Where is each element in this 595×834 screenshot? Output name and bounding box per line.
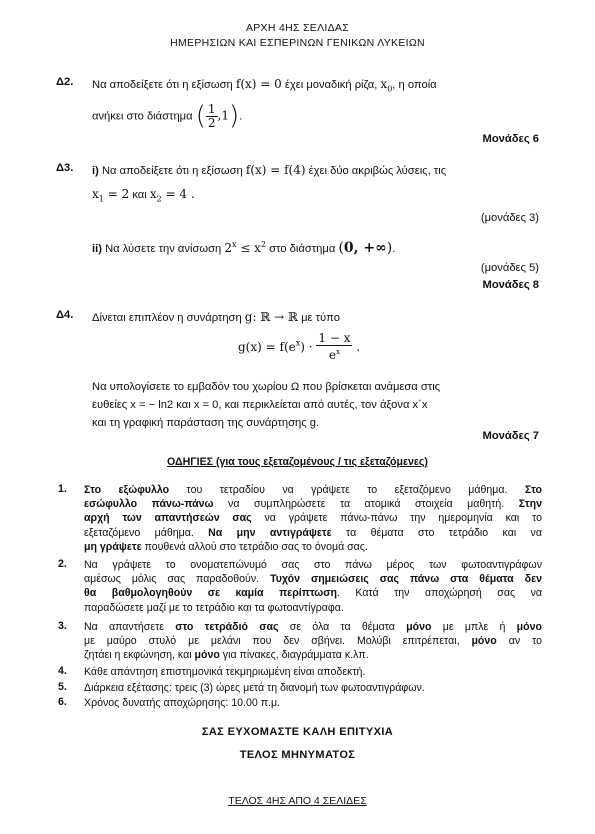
instruction-line: Στο εξώφυλλο του τετραδίου να γράψετε το εξεταζόμενο μάθημα. Στο (84, 484, 542, 496)
instruction-line: αμέσως μόλις σας παραδοθούν. Τυχόν σημειώσεις σας πάνω στα θέματα δεν (84, 573, 543, 586)
instruction-item (84, 665, 542, 679)
d2-x0: $x_0$ (380, 77, 393, 94)
question-d2-label: Δ2. (56, 76, 74, 88)
instruction-line: Κάθε απάντηση επιστημονικά τεκμηριωμένη είναι αποδεκτή. (84, 666, 366, 678)
instruction-line: εξεταζόμενο μάθημα. Να μην αντιγράψετε τα θέματα στο τετράδιο και να (84, 526, 542, 539)
d4-function: g: ℝ → ℝ (244, 310, 298, 324)
instruction-item (84, 620, 542, 663)
d4-para-line2: ευθείες x = − ln2 και x = 0, και περικλείεται από αυτές, τον άξονα x΄x (92, 399, 428, 411)
d4-para-line1: Να υπολογίσετε το εμβαδόν του χωρίου Ω που βρίσκεται ανάμεσα στις (92, 381, 441, 393)
instruction-item (84, 558, 542, 615)
instruction-item (84, 483, 542, 554)
d2-fraction: $\frac{1}{2}$ (207, 102, 216, 130)
d3-ii-text2: στο διάστημα (269, 243, 336, 255)
d3-ii-label: ii) (92, 243, 102, 255)
d3-ii-interval: (0, +∞) (338, 240, 393, 256)
d3-marks: Μονάδες 8 (482, 279, 539, 291)
d2-interval-end: ,1 (217, 108, 229, 123)
instruction-item (84, 696, 542, 710)
d3-ii-marks: (μονάδες 5) (480, 262, 539, 274)
instruction-line: με μαύρο στυλό με μελάνι που δεν σβήνει. Μολύβι επιτρέπεται, μόνο αν το (84, 635, 543, 648)
question-d2-line2: ανήκει στο διάστημα ( $\frac{1}{2}$ ,1). (92, 101, 243, 131)
d2-text2: έχει μοναδική ρίζα, (284, 79, 378, 91)
question-d3-i-line1 (92, 162, 542, 180)
d3-ii-text1: Να λύσετε την ανίσωση (105, 243, 222, 255)
question-d3-i-line2: $x_1 = 2$ και $x_2 = 4$ . (92, 187, 195, 204)
d4-paragraph (92, 378, 542, 432)
instruction-line: ζητάει η εκφώνηση, και μόνο για πίνακες, διαγράμματα κ.λπ. (84, 649, 369, 662)
instruction-line: Χρόνος δυνατής αποχώρησης: 10.00 π.μ. (84, 697, 280, 709)
question-d3-ii-line: ii) Να λύσετε την ανίσωση $2^x \le x^2$ στο διάστημα (0, +∞). (92, 240, 396, 256)
instruction-number: 6. (58, 696, 67, 708)
d2-text4: ανήκει στο διάστημα (92, 110, 193, 123)
instruction-item (84, 681, 542, 695)
question-d4-label: Δ4. (56, 309, 74, 321)
d3-i-text1: Να αποδείξετε ότι η εξίσωση (101, 165, 243, 177)
d4-marks: Μονάδες 7 (482, 430, 539, 442)
instruction-number: 2. (58, 558, 67, 570)
question-d3-label: Δ3. (56, 162, 74, 174)
instruction-line: θα βαθμολογηθούν σε καμία περίπτωση. Κατά την αποχώρησή σας να (84, 587, 542, 600)
instruction-line: Να γράψετε το ονοματεπώνυμό σας στο πάνω μέρος των φωτοαντιγράφων (84, 559, 542, 571)
instruction-number: 3. (58, 620, 67, 632)
question-d2-line1 (92, 76, 542, 97)
instruction-line: παραδώσετε μαζί με το τετράδιο και τα φωτοαντίγραφα. (84, 601, 344, 614)
d2-marks: Μονάδες 6 (482, 133, 539, 145)
d4-text1: Δίνεται επιπλέον η συνάρτηση (92, 312, 242, 324)
d3-inequality: $2^x \le x^2$ (224, 240, 267, 255)
page-header-line2: ΗΜΕΡΗΣΙΩΝ ΚΑΙ ΕΣΠΕΡΙΝΩΝ ΓΕΝΙΚΩΝ ΛΥΚΕΙΩΝ (170, 37, 425, 49)
instruction-number: 4. (58, 665, 67, 677)
good-luck-text: ΣΑΣ ΕΥΧΟΜΑΣΤΕ ΚΑΛΗ ΕΠΙΤΥΧΙΑ (201, 726, 394, 738)
question-d4-line1 (92, 309, 340, 327)
d3-i-label: i) (92, 165, 99, 177)
d4-fraction: $\frac{1 - x}{e^x}$ (318, 331, 351, 362)
instruction-line: εσώφυλλο πάνω-πάνω να συμπληρώσετε τα ατομικά στοιχεία μαθητή. Στην (84, 498, 543, 511)
page-header-line1: ΑΡΧΗ 4ΗΣ ΣΕΛΙΔΑΣ (245, 22, 350, 34)
d3-i-text2: έχει δύο ακριβώς λύσεις, τις (308, 165, 447, 177)
end-of-message: ΤΕΛΟΣ ΜΗΝΥΜΑΤΟΣ (239, 749, 356, 761)
d2-text3: , η οποία (392, 79, 437, 91)
d3-i-marks: (μονάδες 3) (480, 212, 539, 224)
d4-formula: $g(x) = f(e^x)$ · $\frac{1 - x}{e^x}$ . (238, 331, 361, 362)
instruction-line: μη γράψετε πουθενά αλλού στο τετράδιο σας το όνομά σας. (84, 540, 368, 553)
d3-i-equation: f(x) = f(4) (245, 163, 306, 177)
instruction-number: 1. (58, 483, 67, 495)
d2-text1: Να αποδείξετε ότι η εξίσωση (92, 79, 233, 91)
d4-para-line3: και τη γραφική παράσταση της συνάρτησης g. (92, 417, 320, 429)
instructions-title: ΟΔΗΓΙΕΣ (για τους εξεταζομένους / τις εξεταζόμενες) (167, 456, 428, 468)
instruction-line: Να απαντήσετε στο τετράδιό σας σε όλα τα θέματα μόνο με μπλε ή μόνο (84, 621, 542, 633)
d2-equation: f(x) = 0 (235, 77, 282, 91)
d4-text2: με τύπο (301, 312, 340, 324)
instruction-line: αρχή των απαντήσεών σας να γράψετε πάνω-πάνω την ημερομηνία και το (84, 512, 542, 525)
page-footer: ΤΕΛΟΣ 4ΗΣ ΑΠΟ 4 ΣΕΛΙΔΕΣ (228, 795, 367, 807)
instruction-number: 5. (58, 681, 67, 693)
instruction-line: Διάρκεια εξέτασης: τρεις (3) ώρες μετά τη διανομή των φωτοαντιγράφων. (84, 682, 425, 694)
